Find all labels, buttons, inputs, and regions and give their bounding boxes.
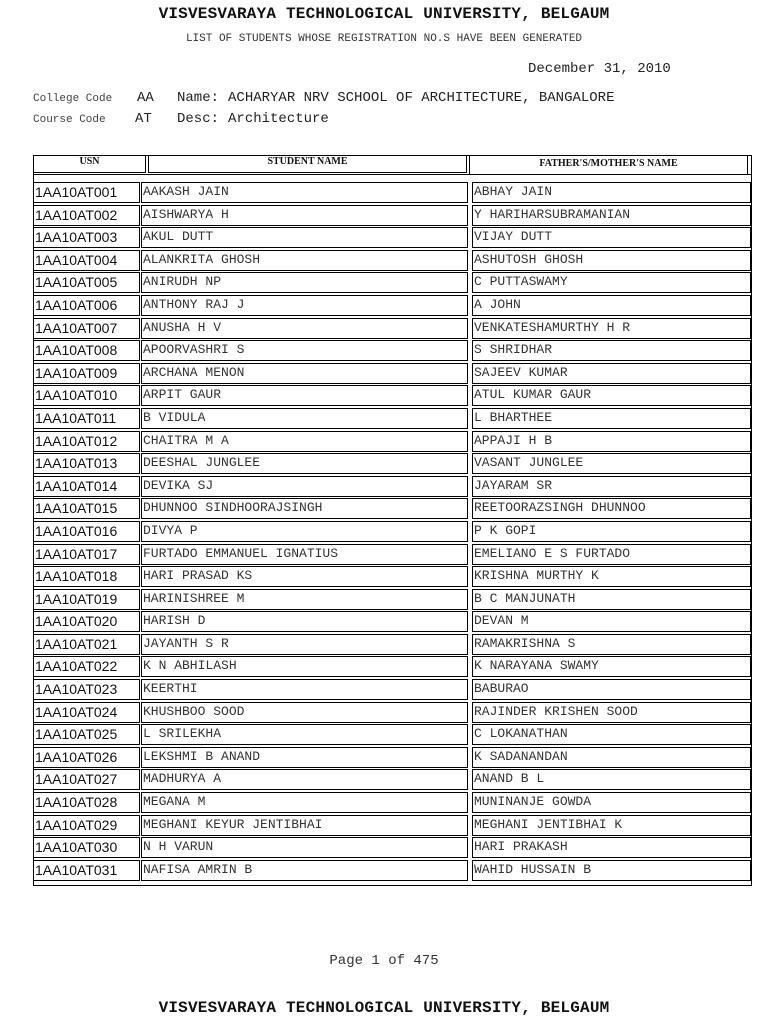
- student-name-cell: AAKASH JAIN: [141, 182, 468, 203]
- table-row: [33, 566, 751, 589]
- parent-name-cell: SAJEEV KUMAR: [472, 363, 751, 384]
- column-header-parent-name: FATHER'S/MOTHER'S NAME: [469, 156, 748, 175]
- usn-cell: 1AA10AT013: [33, 453, 140, 474]
- parent-name-cell: ASHUTOSH GHOSH: [472, 250, 751, 271]
- table-row: [33, 272, 751, 295]
- course-desc: Architecture: [228, 111, 329, 127]
- parent-name-cell: RAMAKRISHNA S: [472, 634, 751, 655]
- parent-name-cell: C PUTTASWAMY: [472, 272, 751, 293]
- table-row: [33, 250, 751, 273]
- table-row: [33, 656, 751, 679]
- table-row: [33, 431, 751, 454]
- course-desc-label: Desc:: [177, 111, 220, 127]
- student-name-cell: DHUNNOO SINDHOORAJSINGH: [141, 498, 468, 519]
- parent-name-cell: C LOKANATHAN: [472, 724, 751, 745]
- student-name-cell: ANTHONY RAJ J: [141, 295, 468, 316]
- usn-cell: 1AA10AT027: [33, 769, 140, 790]
- student-name-cell: HARISH D: [141, 611, 468, 632]
- student-name-cell: ALANKRITA GHOSH: [141, 250, 468, 271]
- usn-cell: 1AA10AT018: [33, 566, 140, 587]
- student-name-cell: ARPIT GAUR: [141, 385, 468, 406]
- table-row: [33, 318, 751, 341]
- parent-name-cell: RAJINDER KRISHEN SOOD: [472, 702, 751, 723]
- parent-name-cell: HARI PRAKASH: [472, 837, 751, 858]
- table-row: [33, 860, 751, 883]
- usn-cell: 1AA10AT021: [33, 634, 140, 655]
- table-row: [33, 408, 751, 431]
- student-name-cell: KHUSHBOO SOOD: [141, 702, 468, 723]
- table-row: [33, 385, 751, 408]
- table-row: [33, 724, 751, 747]
- parent-name-cell: Y HARIHARSUBRAMANIAN: [472, 205, 751, 226]
- college-code-label: College Code: [33, 93, 113, 105]
- usn-cell: 1AA10AT016: [33, 521, 140, 542]
- usn-cell: 1AA10AT022: [33, 656, 140, 677]
- usn-cell: 1AA10AT001: [33, 182, 140, 203]
- usn-cell: 1AA10AT009: [33, 363, 140, 384]
- usn-cell: 1AA10AT015: [33, 498, 140, 519]
- usn-cell: 1AA10AT011: [33, 408, 140, 429]
- parent-name-cell: REETOORAZSINGH DHUNNOO: [472, 498, 751, 519]
- student-name-cell: ARCHANA MENON: [141, 363, 468, 384]
- student-name-cell: FURTADO EMMANUEL IGNATIUS: [141, 544, 468, 565]
- list-subtitle: LIST OF STUDENTS WHOSE REGISTRATION NO.S HAVE BEEN GENERATED: [185, 33, 583, 45]
- usn-cell: 1AA10AT006: [33, 295, 140, 316]
- parent-name-cell: L BHARTHEE: [472, 408, 751, 429]
- table-row: [33, 611, 751, 634]
- usn-cell: 1AA10AT002: [33, 205, 140, 226]
- usn-cell: 1AA10AT004: [33, 250, 140, 271]
- table-row: [33, 747, 751, 770]
- student-name-cell: K N ABHILASH: [141, 656, 468, 677]
- course-code: AT: [135, 111, 152, 127]
- usn-cell: 1AA10AT031: [33, 860, 140, 881]
- table-row: [33, 544, 751, 567]
- usn-cell: 1AA10AT003: [33, 227, 140, 248]
- parent-name-cell: S SHRIDHAR: [472, 340, 751, 361]
- table-row: [33, 837, 751, 860]
- student-name-cell: MADHURYA A: [141, 769, 468, 790]
- parent-name-cell: ANAND B L: [472, 769, 751, 790]
- usn-cell: 1AA10AT005: [33, 272, 140, 293]
- usn-cell: 1AA10AT019: [33, 589, 140, 610]
- usn-cell: 1AA10AT024: [33, 702, 140, 723]
- usn-cell: 1AA10AT029: [33, 815, 140, 836]
- usn-cell: 1AA10AT026: [33, 747, 140, 768]
- student-name-cell: HARINISHREE M: [141, 589, 468, 610]
- usn-cell: 1AA10AT017: [33, 544, 140, 565]
- parent-name-cell: EMELIANO E S FURTADO: [472, 544, 751, 565]
- report-date: December 31, 2010: [528, 61, 671, 77]
- usn-cell: 1AA10AT025: [33, 724, 140, 745]
- parent-name-cell: ATUL KUMAR GAUR: [472, 385, 751, 406]
- usn-cell: 1AA10AT023: [33, 679, 140, 700]
- student-name-cell: DIVYA P: [141, 521, 468, 542]
- college-name-label: Name:: [177, 90, 220, 106]
- parent-name-cell: MUNINANJE GOWDA: [472, 792, 751, 813]
- parent-name-cell: A JOHN: [472, 295, 751, 316]
- parent-name-cell: APPAJI H B: [472, 431, 751, 452]
- table-row: [33, 702, 751, 725]
- student-name-cell: AISHWARYA H: [141, 205, 468, 226]
- students-table-body: [33, 182, 751, 882]
- page-indicator: Page 1 of 475: [329, 953, 439, 969]
- table-row: [33, 679, 751, 702]
- table-row: [33, 815, 751, 838]
- student-name-cell: ANIRUDH NP: [141, 272, 468, 293]
- table-row: [33, 182, 751, 205]
- parent-name-cell: VENKATESHAMURTHY H R: [472, 318, 751, 339]
- table-row: [33, 589, 751, 612]
- parent-name-cell: KRISHNA MURTHY K: [472, 566, 751, 587]
- student-name-cell: AKUL DUTT: [141, 227, 468, 248]
- student-name-cell: N H VARUN: [141, 837, 468, 858]
- parent-name-cell: K SADANANDAN: [472, 747, 751, 768]
- parent-name-cell: MEGHANI JENTIBHAI K: [472, 815, 751, 836]
- column-header-usn: USN: [34, 156, 146, 173]
- usn-cell: 1AA10AT012: [33, 431, 140, 452]
- usn-cell: 1AA10AT014: [33, 476, 140, 497]
- usn-cell: 1AA10AT010: [33, 385, 140, 406]
- table-row: [33, 295, 751, 318]
- table-row: [33, 363, 751, 386]
- parent-name-cell: VASANT JUNGLEE: [472, 453, 751, 474]
- table-row: [33, 453, 751, 476]
- student-name-cell: JAYANTH S R: [141, 634, 468, 655]
- usn-cell: 1AA10AT020: [33, 611, 140, 632]
- table-row: [33, 205, 751, 228]
- student-name-cell: ANUSHA H V: [141, 318, 468, 339]
- student-name-cell: MEGANA M: [141, 792, 468, 813]
- parent-name-cell: JAYARAM SR: [472, 476, 751, 497]
- usn-cell: 1AA10AT007: [33, 318, 140, 339]
- table-row: [33, 634, 751, 657]
- student-name-cell: LEKSHMI B ANAND: [141, 747, 468, 768]
- parent-name-cell: VIJAY DUTT: [472, 227, 751, 248]
- university-title: VISVESVARAYA TECHNOLOGICAL UNIVERSITY, BELGAUM: [158, 5, 610, 23]
- student-name-cell: DEVIKA SJ: [141, 476, 468, 497]
- college-name: ACHARYAR NRV SCHOOL OF ARCHITECTURE, BANGALORE: [228, 90, 615, 106]
- student-name-cell: APOORVASHRI S: [141, 340, 468, 361]
- parent-name-cell: K NARAYANA SWAMY: [472, 656, 751, 677]
- table-row: [33, 769, 751, 792]
- student-name-cell: DEESHAL JUNGLEE: [141, 453, 468, 474]
- table-row: [33, 521, 751, 544]
- parent-name-cell: WAHID HUSSAIN B: [472, 860, 751, 881]
- student-name-cell: MEGHANI KEYUR JENTIBHAI: [141, 815, 468, 836]
- parent-name-cell: BABURAO: [472, 679, 751, 700]
- student-name-cell: B VIDULA: [141, 408, 468, 429]
- usn-cell: 1AA10AT008: [33, 340, 140, 361]
- table-row: [33, 476, 751, 499]
- table-row: [33, 227, 751, 250]
- student-name-cell: NAFISA AMRIN B: [141, 860, 468, 881]
- course-code-label: Course Code: [33, 114, 106, 126]
- parent-name-cell: DEVAN M: [472, 611, 751, 632]
- student-name-cell: KEERTHI: [141, 679, 468, 700]
- student-name-cell: HARI PRASAD KS: [141, 566, 468, 587]
- college-code: AA: [137, 90, 154, 106]
- usn-cell: 1AA10AT030: [33, 837, 140, 858]
- student-name-cell: L SRILEKHA: [141, 724, 468, 745]
- parent-name-cell: P K GOPI: [472, 521, 751, 542]
- table-row: [33, 498, 751, 521]
- course-info: [33, 111, 329, 127]
- college-info: [33, 90, 614, 106]
- table-row: [33, 792, 751, 815]
- parent-name-cell: B C MANJUNATH: [472, 589, 751, 610]
- usn-cell: 1AA10AT028: [33, 792, 140, 813]
- table-row: [33, 340, 751, 363]
- parent-name-cell: ABHAY JAIN: [472, 182, 751, 203]
- student-name-cell: CHAITRA M A: [141, 431, 468, 452]
- column-header-student-name: STUDENT NAME: [148, 156, 467, 173]
- next-page-title: VISVESVARAYA TECHNOLOGICAL UNIVERSITY, BELGAUM: [158, 999, 610, 1017]
